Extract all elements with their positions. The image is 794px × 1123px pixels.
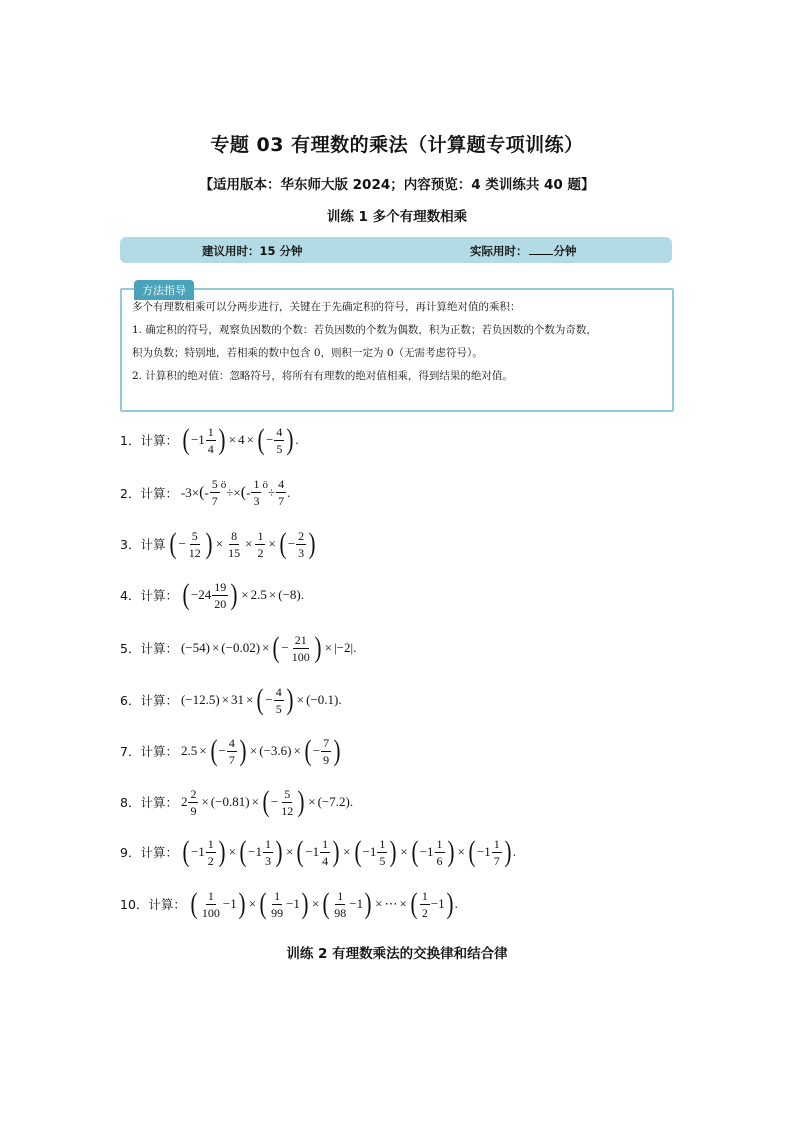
page-subtitle: 【适用版本：华东师大版 2024；内容预览：4 类训练共 40 题】 [199, 177, 595, 193]
question-3: 3．计算 ( − $\frac{5}{12}$ ) × $\frac{8}{15}$ × $\frac{1}{2}$ × ( − $\frac{2}{3}$ ) [120, 527, 316, 560]
section-heading-1: 训练 1 多个有理数相乘 [326, 209, 468, 225]
q4-expression: ( −24 $\frac{19}{20}$ ) × 2.5 × (−8) . [182, 578, 304, 611]
question-8: 8．计算： 2 $\frac{2}{9}$ × (−0.81) × ( − $\frac{5}{12}$ ) × (−7.2) . [120, 785, 354, 818]
q2-expression: -3× ( - $\frac{5}{7}$ ö ÷× ( - $\frac{1}{3}$ ö ÷ $\frac{4}{7}$ . [180, 477, 291, 508]
section-heading-2: 训练 2 有理数乘法的交换律和结合律 [286, 946, 508, 962]
method-guide-tag: 方法指导 [134, 280, 194, 300]
question-9: 9．计算： ( −1 $\frac{1}{2}$ ) × ( −1 $\frac{1}{3}$ ) × ( −1 $\frac{1}{4}$ ) × ( −1 $\frac{1}{5}$ ) × ( −1 $\frac{1}{6}$ ) × ( −1 $\frac{1}{7}$ ) . [120, 835, 516, 868]
q10-expression: ( $\frac{1}{100}$ −1 ) × ( $\frac{1}{99}$ −1 ) × ( $\frac{1}{98}$ −1 ) × ⋯ × ( $\frac{1}{2}$ −1 ) . [190, 887, 458, 920]
q3-expression: ( − $\frac{5}{12}$ ) × $\frac{8}{15}$ × $\frac{1}{2}$ × ( − $\frac{2}{3}$ ) [169, 527, 316, 560]
method-line: 2. 计算积的绝对值：忽略符号，将所有有理数的绝对值相乘，得到结果的绝对值。 [132, 370, 513, 382]
suggested-time: 建议用时：15 分钟 [202, 244, 303, 258]
question-10: 10．计算： ( $\frac{1}{100}$ −1 ) × ( $\frac{1}{99}$ −1 ) × ( $\frac{1}{98}$ −1 ) × ⋯ × ( $\frac{1}{2}$ −1 ) . [120, 887, 458, 920]
q6-expression: (−12.5) × 31 × ( − $\frac{4}{5}$ ) × (−0.1) . [180, 683, 342, 716]
q5-expression: (−54) × (−0.02) × ( − $\frac{21}{100}$ ) × |−2| . [180, 631, 357, 664]
question-6: 6．计算： (−12.5) × 31 × ( − $\frac{4}{5}$ ) × (−0.1) . [120, 683, 342, 716]
q1-expression: ( −1 $\frac{1}{4}$ ) × 4 × ( − $\frac{4}{5}$ ) . [182, 423, 299, 456]
q9-expression: ( −1 $\frac{1}{2}$ ) × ( −1 $\frac{1}{3}$ ) × ( −1 $\frac{1}{4}$ ) × ( −1 $\frac{1}{5}$ ) × ( −1 $\frac{1}{6}$ ) × ( −1 $\frac{1}{7}$ ) . [182, 835, 516, 868]
method-guide-box [120, 284, 674, 412]
question-7: 7．计算： 2.5 × ( − $\frac{4}{7}$ ) × (−3.6) × ( − $\frac{7}{9}$ ) [120, 734, 341, 767]
method-line: 多个有理数相乘可以分两步进行，关键在于先确定积的符号，再计算绝对值的乘积： [132, 301, 521, 313]
question-1: 1．计算： ( −1 $\frac{1}{4}$ ) × 4 × ( − $\frac{4}{5}$ ) . [120, 423, 299, 456]
time-blank[interactable] [529, 243, 553, 255]
method-line: 积为负数；特别地，若相乘的数中包含 0，则积一定为 0（无需考虑符号）。 [132, 347, 483, 359]
actual-time: 实际用时： 分钟 [470, 244, 577, 258]
question-4: 4．计算： ( −24 $\frac{19}{20}$ ) × 2.5 × (−8) . [120, 578, 304, 611]
method-line: 1. 确定积的符号，观察负因数的个数：若负因数的个数为偶数，积为正数；若负因数的个数为奇数， [132, 324, 597, 336]
q8-expression: 2 $\frac{2}{9}$ × (−0.81) × ( − $\frac{5}{12}$ ) × (−7.2) . [180, 785, 354, 818]
question-2: 2．计算： -3× ( - $\frac{5}{7}$ ö ÷× ( - $\frac{1}{3}$ ö ÷ $\frac{4}{7}$ . [120, 477, 291, 508]
method-guide-body [132, 296, 666, 388]
time-bar [120, 237, 672, 263]
question-5: 5．计算： (−54) × (−0.02) × ( − $\frac{21}{100}$ ) × |−2| . [120, 631, 357, 664]
page-title: 专题 03 有理数的乘法（计算题专项训练） [210, 134, 584, 156]
q7-expression: 2.5 × ( − $\frac{4}{7}$ ) × (−3.6) × ( − $\frac{7}{9}$ ) [180, 734, 341, 767]
